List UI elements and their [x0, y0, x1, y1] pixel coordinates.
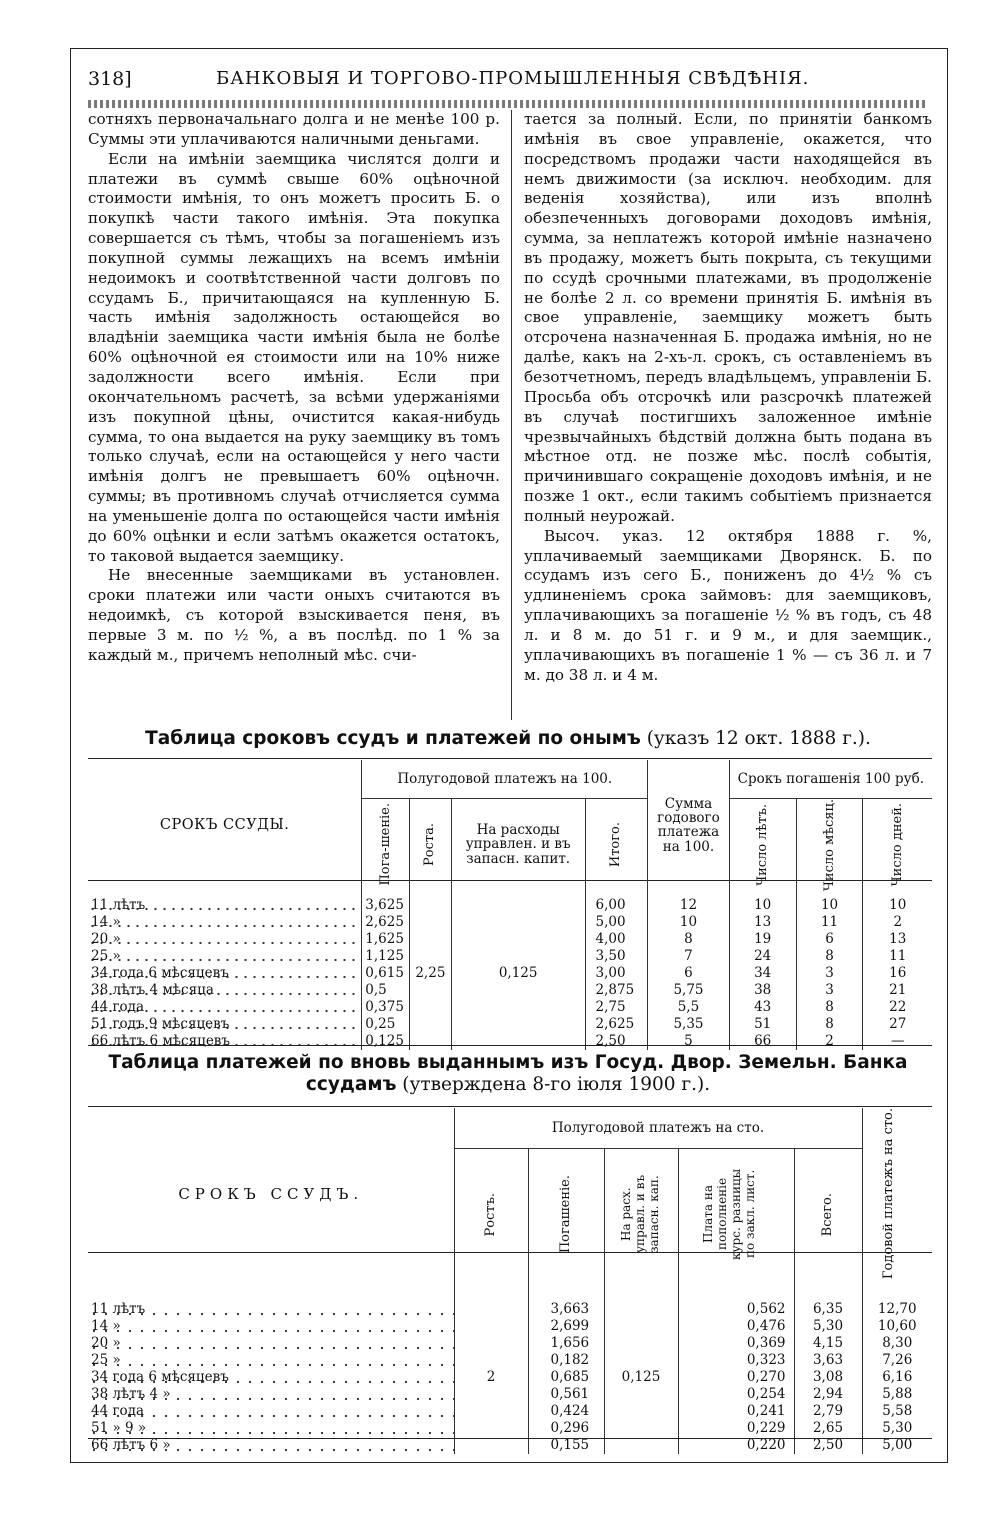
paragraph: Не внесенные заемщиками въ установлен. сроки платежи или части оныхъ считаются въ недоимкѣ, съ которой взыскивается пеня, въ первые 3 м. по ½ %, а въ послѣд. по 1 % за каждый м., причемъ неполный мѣс. счи-	[88, 566, 500, 664]
amort-cell: 0,5	[362, 982, 410, 999]
term-cell: 66 лѣтъ 6 »	[88, 1437, 454, 1454]
days-cell: 11	[889, 947, 907, 964]
fee-cell: 0,369	[678, 1335, 794, 1352]
annual-cell: 7,26	[882, 1352, 913, 1369]
days-cell: 2	[893, 913, 903, 930]
term-cell: 25 »	[88, 1352, 454, 1369]
amort-cell: 1,625	[362, 931, 410, 948]
term-cell: 51 » 9 »	[88, 1420, 454, 1437]
total-cell: 2,50	[585, 1033, 648, 1050]
years-cell: 24	[729, 948, 796, 965]
term-cell: 11 лѣтъ	[88, 1301, 454, 1318]
term-cell: 34 года 6 мѣсяцевъ	[88, 965, 362, 982]
months-cell: 10	[796, 897, 863, 914]
term-cell: 25 »	[88, 948, 362, 965]
annual-cell: 12,70	[877, 1301, 917, 1318]
table1-header-years: Число лѣтъ.	[729, 798, 796, 891]
table2-header-fee: Плата на пополненіе курс. разницы по закл. лист.	[678, 1149, 794, 1279]
table1-header-months: Число мѣсяц.	[796, 798, 863, 891]
table2-bottom-rule	[88, 1438, 932, 1439]
days-cell: 10	[889, 896, 907, 913]
table1-bottom-rule	[88, 1045, 932, 1046]
fee-cell: 0,323	[678, 1352, 794, 1369]
total-cell: 6,00	[585, 897, 648, 914]
table1-header-semiannual: Полугодовой платежъ на 100.	[362, 760, 648, 798]
months-cell: 8	[796, 1016, 863, 1033]
paragraph: сотняхъ первоначальнаго долга и не менѣе 100 р. Суммы эти уплачиваются наличными деньгами.	[88, 110, 500, 148]
term-cell: 38 лѣтъ 4 мѣсяца	[88, 982, 362, 999]
amort-cell: 2,699	[528, 1318, 604, 1335]
annual-cell: 6,16	[882, 1369, 913, 1386]
table2	[88, 1108, 932, 1454]
table2-header-interest: Ростъ.	[454, 1149, 528, 1279]
table1-title	[88, 728, 928, 750]
years-cell: 19	[729, 931, 796, 948]
interest-common-cell: 2,25	[409, 897, 451, 1050]
table1-header-days: Число дней.	[889, 802, 905, 887]
admin-common-cell: 0,125	[451, 897, 585, 1050]
annual-cell: 5,00	[882, 1437, 913, 1454]
term-cell: 51 годъ 9 мѣсяцевъ	[88, 1016, 362, 1033]
table1-header-interest: Роста.	[409, 798, 451, 891]
years-cell: 34	[729, 965, 796, 982]
paragraph: Высоч. указ. 12 октября 1888 г. %, уплачиваемый заемщиками Дворянск. Б. по ссудамъ изъ сего Б., пониженъ до 4½ % съ удлиненіемъ срока займовъ: для заемщиковъ, уплачивающихъ за погашеніе ½ % въ годъ, съ 48 л. и 8 м. до 51 г. и 9 м., и для заемщик., уплачивающихъ въ погашеніе 1 % — съ 36 л. и 7 м. до 38 л. и 4 м.	[524, 526, 932, 684]
annual-cell: 6	[648, 965, 730, 982]
total-cell: 2,50	[794, 1437, 862, 1454]
years-cell: 43	[729, 999, 796, 1016]
term-cell: 38 лѣтъ 4 »	[88, 1386, 454, 1403]
years-cell: 10	[729, 897, 796, 914]
annual-cell: 5,75	[648, 982, 730, 999]
table1-header-admin: На расходы управлен. и въ запасн. капит.	[451, 798, 585, 891]
months-cell: 3	[796, 982, 863, 999]
table1	[88, 760, 932, 1050]
amort-cell: 1,656	[528, 1335, 604, 1352]
months-cell: 6	[796, 931, 863, 948]
total-cell: 2,625	[585, 1016, 648, 1033]
table1-header-term-group: Срокъ погашенія 100 руб.	[729, 760, 932, 798]
years-cell: 38	[729, 982, 796, 999]
term-cell: 14 »	[88, 1318, 454, 1335]
table1-header-term: СРОКЪ ССУДЫ.	[88, 760, 362, 891]
amort-cell: 0,615	[362, 965, 410, 982]
table2-title	[88, 1052, 928, 1096]
annual-cell: 5,88	[882, 1386, 913, 1403]
days-cell: 22	[889, 998, 907, 1015]
total-cell: 5,00	[585, 914, 648, 931]
months-cell: 11	[796, 914, 863, 931]
table1-title-main: Таблица сроковъ ссудъ и платежей по онымъ	[145, 728, 641, 749]
total-cell: 3,00	[585, 965, 648, 982]
table2-title-note: (утверждена 8-го іюля 1900 г.).	[396, 1074, 711, 1095]
term-cell: 66 лѣтъ 6 мѣсяцевъ	[88, 1033, 362, 1050]
total-cell: 4,15	[794, 1335, 862, 1352]
amort-cell: 0,125	[362, 1033, 410, 1050]
page-number: 318]	[88, 68, 132, 90]
months-cell: 3	[796, 965, 863, 982]
total-cell: 6,35	[794, 1301, 862, 1318]
amort-cell: 0,296	[528, 1420, 604, 1437]
annual-cell: 5,30	[882, 1420, 913, 1437]
table2-header-annual: Годовой платежъ на сто.	[881, 1108, 897, 1280]
fee-cell: 0,270	[678, 1369, 794, 1386]
amort-cell: 3,663	[528, 1301, 604, 1318]
days-cell: —	[890, 1032, 905, 1049]
total-cell: 2,94	[794, 1386, 862, 1403]
table2-top-rule	[88, 1106, 932, 1107]
table2-header-admin: На расх. управл. и въ запасн. кап.	[604, 1149, 678, 1279]
table1-body	[88, 891, 932, 1050]
table2-header-semiannual: Полугодовой платежъ на сто.	[454, 1108, 862, 1149]
term-cell: 34 года 6 мѣсяцевъ	[88, 1369, 454, 1386]
annual-cell: 5	[648, 1033, 730, 1050]
months-cell: 2	[796, 1033, 863, 1050]
table1-header-annual: Сумма годового платежа на 100.	[648, 760, 730, 891]
amort-cell: 0,155	[528, 1437, 604, 1454]
paragraph: Если на имѣніи заемщика числятся долги и платежи въ суммѣ свыше 60% оцѣночной стоимости имѣнія, то онъ можетъ просить Б. о покупкѣ части такого имѣнія. Эта покупка совершается съ тѣмъ, чтобы за погашеніемъ изъ покупной суммы лежащихъ на всемъ имѣніи недоимокъ и соотвѣтственной части долговъ по ссудамъ Б., причитающаяся на купленную Б. часть имѣнія задолжность остающейся во владѣніи заемщика части имѣнія была не болѣе 60% оцѣночной ея стоимости или на 10% ниже задолжности всего имѣнія. Если при окончательномъ расчетѣ, за всѣми удержаніями изъ покупной цѣны, очистится какая-нибудь сумма, то она выдается на руку заемщику въ томъ только случаѣ, если на остающейся у него части имѣнія долгъ не превышаетъ 60% оцѣночн. суммы; въ противномъ случаѣ отчисляется сумма на уменьшеніе долга по остающейся части имѣнія до 60% оцѣнки и если затѣмъ окажется остатокъ, то таковой выдается заемщику.	[88, 149, 500, 565]
table1-header-amort: Пога-шеніе.	[362, 798, 410, 891]
column-divider	[511, 110, 512, 720]
annual-cell: 5,58	[882, 1403, 913, 1420]
fee-cell: 0,562	[678, 1301, 794, 1318]
total-cell: 2,65	[794, 1420, 862, 1437]
annual-cell: 8	[648, 931, 730, 948]
days-cell: 27	[889, 1015, 907, 1032]
header-ornament-rule	[88, 100, 928, 108]
annual-cell: 5,35	[648, 1016, 730, 1033]
annual-cell: 10,60	[877, 1318, 917, 1335]
table1-top-rule	[88, 758, 932, 759]
annual-cell: 12	[648, 897, 730, 914]
running-title: БАНКОВЫЯ И ТОРГОВО-ПРОМЫШЛЕННЫЯ СВѢДѢНІЯ.	[216, 68, 810, 89]
amort-cell: 2,625	[362, 914, 410, 931]
annual-cell: 8,30	[882, 1335, 913, 1352]
years-cell: 66	[729, 1033, 796, 1050]
table2-header-term: СРОКЪ ССУДЪ.	[88, 1108, 454, 1279]
days-cell: 13	[889, 930, 907, 947]
months-cell: 8	[796, 999, 863, 1016]
table2-header-total: Всего.	[794, 1149, 862, 1279]
term-cell: 44 года	[88, 1403, 454, 1420]
months-cell: 8	[796, 948, 863, 965]
term-cell: 14 »	[88, 914, 362, 931]
table1-header-total: Итого.	[585, 798, 648, 891]
table1-title-note: (указъ 12 окт. 1888 г.).	[640, 728, 871, 749]
total-cell: 3,50	[585, 948, 648, 965]
admin-common-cell: 0,125	[604, 1301, 678, 1454]
table2-header-amort: Погашеніе.	[528, 1149, 604, 1279]
annual-cell: 5,5	[648, 999, 730, 1016]
amort-cell: 3,625	[362, 897, 410, 914]
years-cell: 51	[729, 1016, 796, 1033]
annual-cell: 10	[648, 914, 730, 931]
total-cell: 2,75	[585, 999, 648, 1016]
amort-cell: 0,182	[528, 1352, 604, 1369]
years-cell: 13	[729, 914, 796, 931]
table2-body	[88, 1279, 932, 1454]
fee-cell: 0,220	[678, 1437, 794, 1454]
interest-common-cell: 2	[454, 1301, 528, 1454]
total-cell: 3,63	[794, 1352, 862, 1369]
total-cell: 2,875	[585, 982, 648, 999]
amort-cell: 0,424	[528, 1403, 604, 1420]
total-cell: 2,79	[794, 1403, 862, 1420]
table-row	[88, 897, 932, 914]
amort-cell: 0,25	[362, 1016, 410, 1033]
amort-cell: 0,375	[362, 999, 410, 1016]
page-header	[88, 68, 933, 96]
total-cell: 4,00	[585, 931, 648, 948]
table-row	[88, 1301, 932, 1318]
amort-cell: 1,125	[362, 948, 410, 965]
total-cell: 5,30	[794, 1318, 862, 1335]
annual-cell: 7	[648, 948, 730, 965]
days-cell: 21	[889, 981, 907, 998]
term-cell: 20 »	[88, 1335, 454, 1352]
left-text-column	[88, 110, 500, 666]
total-cell: 3,08	[794, 1369, 862, 1386]
amort-cell: 0,561	[528, 1386, 604, 1403]
paragraph: тается за полный. Если, по принятіи банкомъ имѣнія въ свое управленіе, окажется, что посредствомъ продажи части находящейся въ немъ движимости (за исключ. необходим. для веденія хозяйства), или изъ вполнѣ обезпеченныхъ договорами доходовъ имѣнія, сумма, за неплатежъ которой имѣніе назначено въ продажу, можетъ быть покрыта, съ текущими по ссудѣ срочными платежами, въ продолженіе не болѣе 2 л. со времени принятія Б. имѣнія въ свое управленіе, заемщику можетъ быть отсрочена назначенная Б. продажа имѣнія, но не далѣе, какъ на 2-хъ-л. срокъ, съ оставленіемъ въ безотчетномъ, передъ владѣльцемъ, управленіи Б. Просьба объ отсрочкѣ или разсрочкѣ платежей въ случаѣ постигшихъ заложенное имѣніе чрезвычайныхъ бѣдствій должна быть подана въ мѣстное отд. не позже мѣс. послѣ событія, причинившаго сокращеніе доходовъ имѣнія, и не позже 1 окт., если такимъ событіемъ признается полный неурожай.	[524, 110, 932, 525]
term-cell: 11 лѣтъ	[88, 897, 362, 914]
fee-cell: 0,254	[678, 1386, 794, 1403]
right-text-column	[524, 110, 932, 685]
fee-cell: 0,229	[678, 1420, 794, 1437]
fee-cell: 0,241	[678, 1403, 794, 1420]
term-cell: 20 »	[88, 931, 362, 948]
fee-cell: 0,476	[678, 1318, 794, 1335]
term-cell: 44 года	[88, 999, 362, 1016]
days-cell: 16	[889, 964, 907, 981]
amort-cell: 0,685	[528, 1369, 604, 1386]
table2-title-main: Таблица платежей по вновь выданнымъ изъ Госуд. Двор. Земельн. Банка ссудамъ	[108, 1052, 908, 1095]
